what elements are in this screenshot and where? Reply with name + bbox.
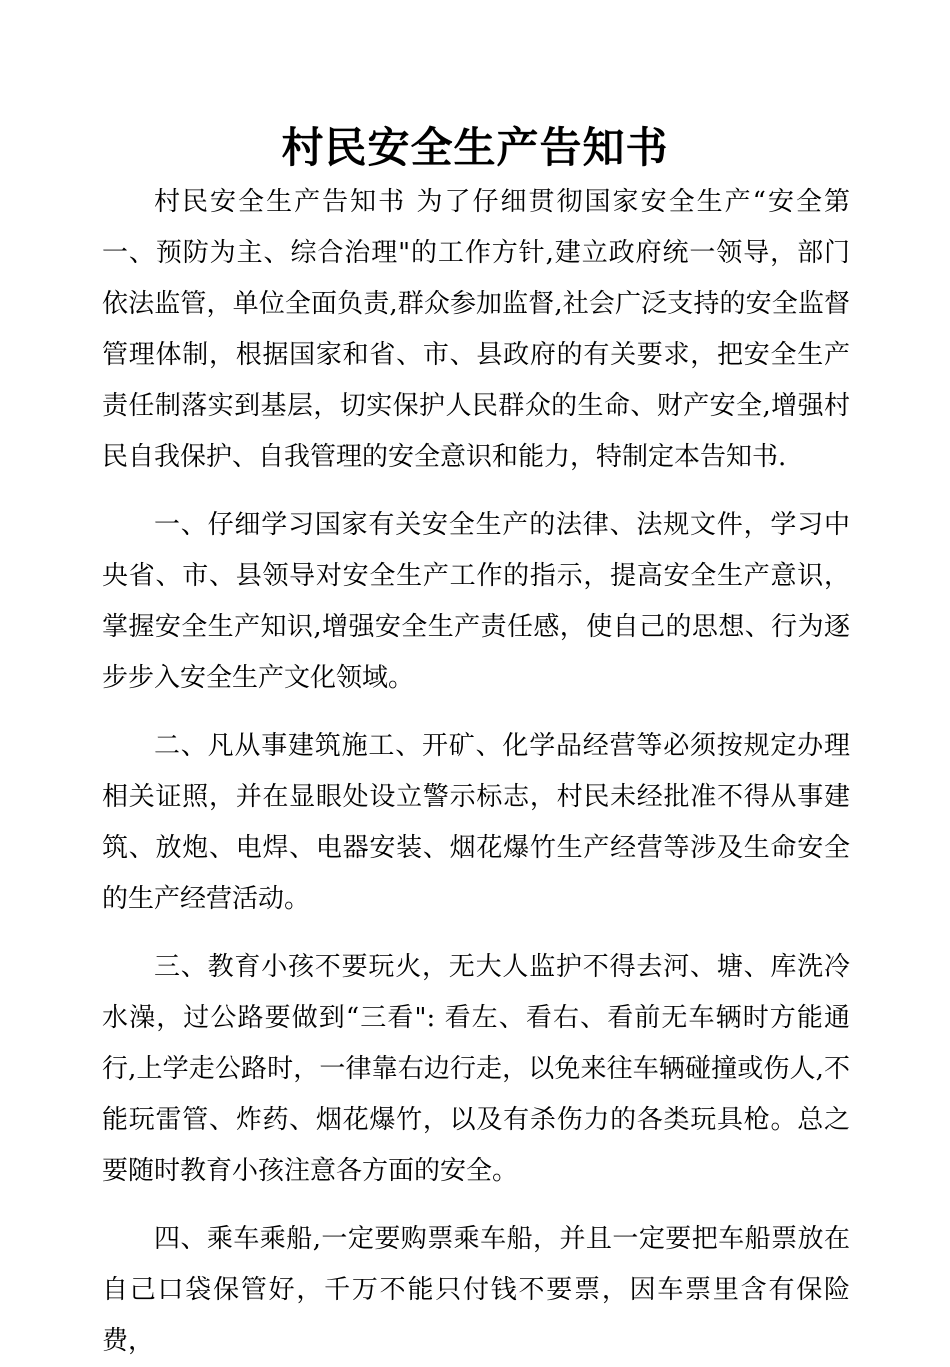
section-4-paragraph: 四、乘车乘船,一定要购票乘车船，并且一定要把车船票放在自己口袋保管好，千万不能只付钱不要票，因车票里含有保险费， [102,1224,850,1356]
document-title: 村民安全生产告知书 [281,123,669,172]
intro-paragraph: 村民安全生产告知书 为了仔细贯彻国家安全生产“安全第一、预防为主、综合治理"的工作方针,建立政府统一领导，部门依法监管，单位全面负责,群众参加监督,社会广泛支持的安全监督管理体制，根据国家和省、市、县政府的有关要求，把安全生产责任制落实到基层，切实保护人民群众的生命、财产安全,增强村民自我保护、自我管理的安全意识和能力，特制定本告知书. [102,187,850,472]
section-1-paragraph: 一、仔细学习国家有关安全生产的法律、法规文件，学习中央省、市、县领导对安全生产工作的指示，提高安全生产意识，掌握安全生产知识,增强安全生产责任感，使自己的思想、行为逐步步入安全生产文化领域。 [102,510,850,693]
document-body [102,177,850,1367]
section-3-paragraph: 三、教育小孩不要玩火，无大人监护不得去河、塘、库洗冷水澡，过公路要做到“三看": 看左、看右、看前无车辆时方能通行,上学走公路时，一律靠右边行走，以免来往车辆碰撞或伤人,不能玩雷管、炸药、烟花爆竹，以及有杀伤力的各类玩具枪。总之要随时教育小孩注意各方面的安全。 [102,952,850,1186]
section-2-paragraph: 二、凡从事建筑施工、开矿、化学品经营等必须按规定办理相关证照，并在显眼处设立警示标志，村民未经批准不得从事建筑、放炮、电焊、电器安装、烟花爆竹生产经营等涉及生命安全的生产经营活动。 [102,731,850,914]
